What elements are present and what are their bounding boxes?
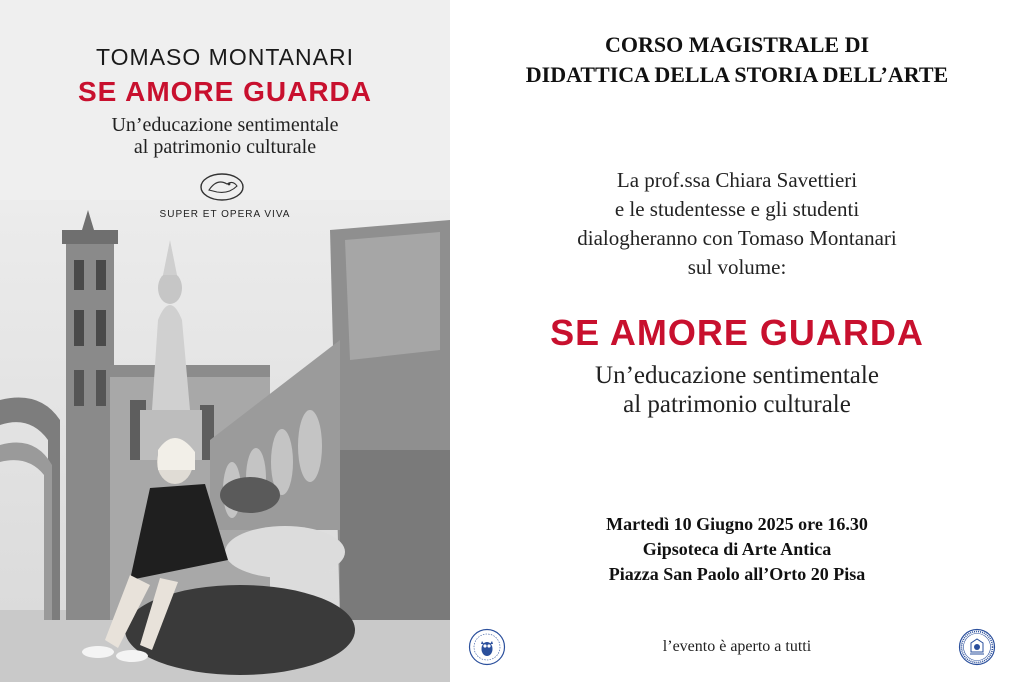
cover-subtitle-line: Un’educazione sentimentale <box>111 114 339 136</box>
book-subtitle <box>450 361 1024 419</box>
publisher-emblem-icon <box>199 172 245 202</box>
book-subtitle-line: al patrimonio culturale <box>623 391 851 418</box>
cover-subtitle <box>0 114 450 158</box>
intro-line: dialogheranno con Tomaso Montanari <box>577 226 897 250</box>
course-heading-line: CORSO MAGISTRALE DI <box>604 32 870 57</box>
department-owl-logo-icon <box>468 628 506 666</box>
cover-subtitle-line: al patrimonio culturale <box>133 136 317 158</box>
event-announcement <box>450 0 1024 682</box>
book-subtitle-line: Un’educazione sentimentale <box>595 362 879 389</box>
event-details <box>450 512 1024 587</box>
open-event-note: l’evento è aperto a tutti <box>662 638 812 655</box>
university-seal-logo-icon <box>958 628 996 666</box>
intro-line: sul volume: <box>687 255 787 279</box>
event-datetime: Martedì 10 Giugno 2025 ore 16.30 <box>606 514 868 534</box>
intro-line: La prof.ssa Chiara Savettieri <box>616 168 858 192</box>
course-heading-line: DIDATTICA DELLA STORIA DELL’ARTE <box>525 62 949 87</box>
intro-text <box>450 166 1024 282</box>
cover-photograph <box>0 200 450 682</box>
cover-author: TOMASO MONTANARI <box>96 44 354 70</box>
book-title: SE AMORE GUARDA <box>550 312 924 353</box>
course-heading <box>450 30 1024 90</box>
book-cover <box>0 0 450 682</box>
cover-series: SUPER ET OPERA VIVA <box>159 209 291 220</box>
cover-title: SE AMORE GUARDA <box>78 76 372 107</box>
event-address: Piazza San Paolo all’Orto 20 Pisa <box>608 564 866 584</box>
event-venue: Gipsoteca di Arte Antica <box>642 539 832 559</box>
intro-line: e le studentesse e gli studenti <box>614 197 860 221</box>
